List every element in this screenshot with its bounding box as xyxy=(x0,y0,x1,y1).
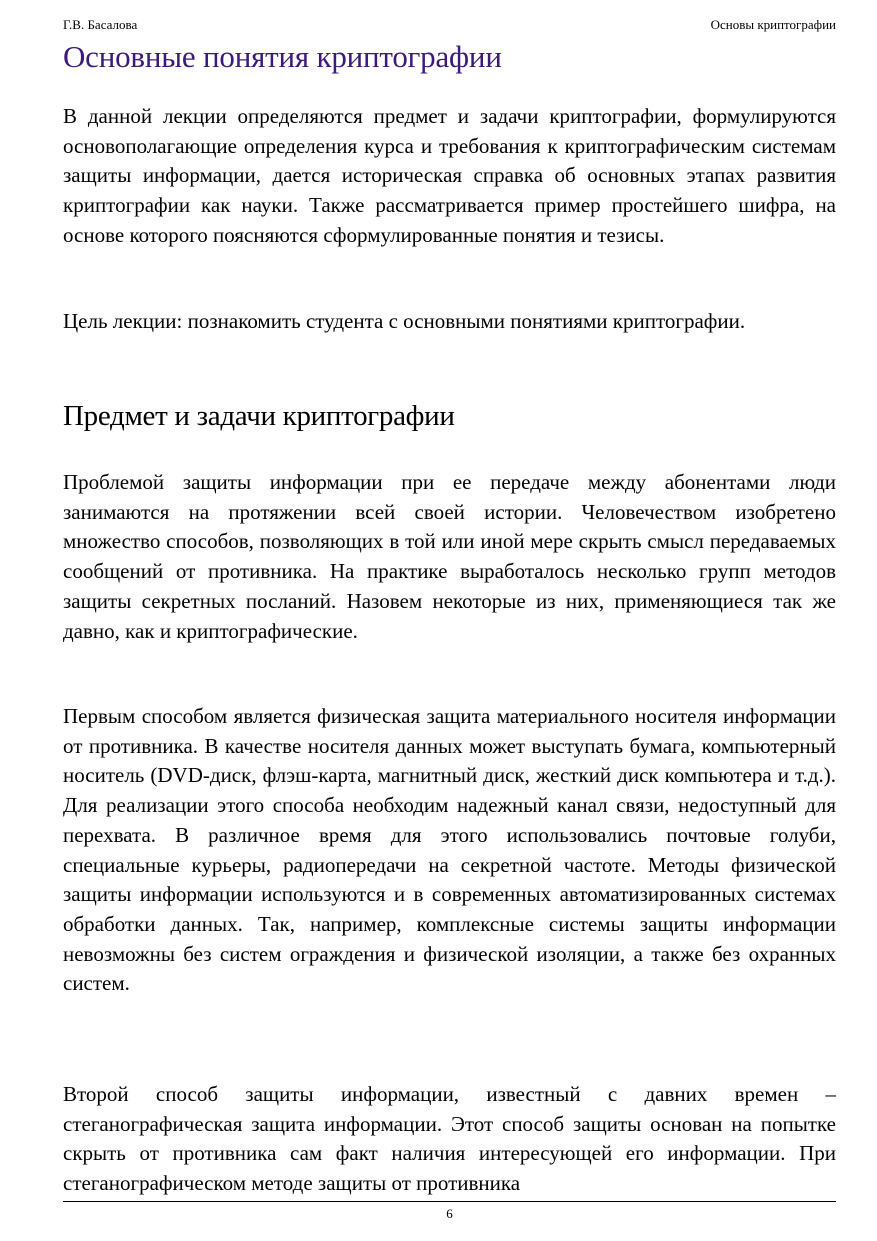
section-paragraph-2: Первым способом является физическая защита материального носителя информации от противника. В качестве носителя данных может выступать бумага, компьютерный носитель (DVD-диск, флэш-карта, магнитный диск, жесткий диск компьютера и т.д.). Для реализации этого способа необходим надежный канал связи, недоступный для перехвата. В различное время для этого использовались почтовые голуби, специальные курьеры, радиопередачи на секретной частоте. Методы физической защиты информации используются и в современных автоматизированных системах обработки данных. Так, например, комплексные системы защиты информации невозможны без систем ограждения и физической изоляции, а также без охранных систем. xyxy=(63,704,836,996)
footer-rule xyxy=(63,1201,836,1202)
section-heading: Предмет и задачи криптографии xyxy=(63,400,455,432)
header-course-title: Основы криптографии xyxy=(710,17,836,32)
section-paragraph-3: Второй способ защиты информации, известный с давних времен – стеганографическая защита информации. Этот способ защиты основан на попытке скрыть от противника сам факт наличия интересующей его информации. При стеганографическом методе защиты от противника xyxy=(63,1082,836,1196)
section-paragraph-1: Проблемой защиты информации при ее передаче между абонентами люди занимаются на протяжении всей своей истории. Человечеством изобретено множество способов, позволяющих в той или иной мере скрыть смысл передаваемых сообщений от противника. На практике выработалось несколько групп методов защиты секретных посланий. Назовем некоторые из них, применяющиеся так же давно, как и криптографические. xyxy=(63,470,836,643)
lecture-title: Основные понятия криптографии xyxy=(63,39,502,74)
page-number: 6 xyxy=(446,1206,453,1221)
header-author: Г.В. Басалова xyxy=(63,17,138,32)
lecture-goal-paragraph: Цель лекции: познакомить студента с основными понятиями криптографии. xyxy=(63,309,746,333)
running-header xyxy=(63,17,836,33)
intro-paragraph: В данной лекции определяются предмет и задачи криптографии, формулируются основополагающие определения курса и требования к криптографическим системам защиты информации, дается историческая справка об основных этапах развития криптографии как науки. Также рассматривается пример простейшего шифра, на основе которого поясняются сформулированные понятия и тезисы. xyxy=(63,104,836,247)
document-page xyxy=(63,0,836,1241)
